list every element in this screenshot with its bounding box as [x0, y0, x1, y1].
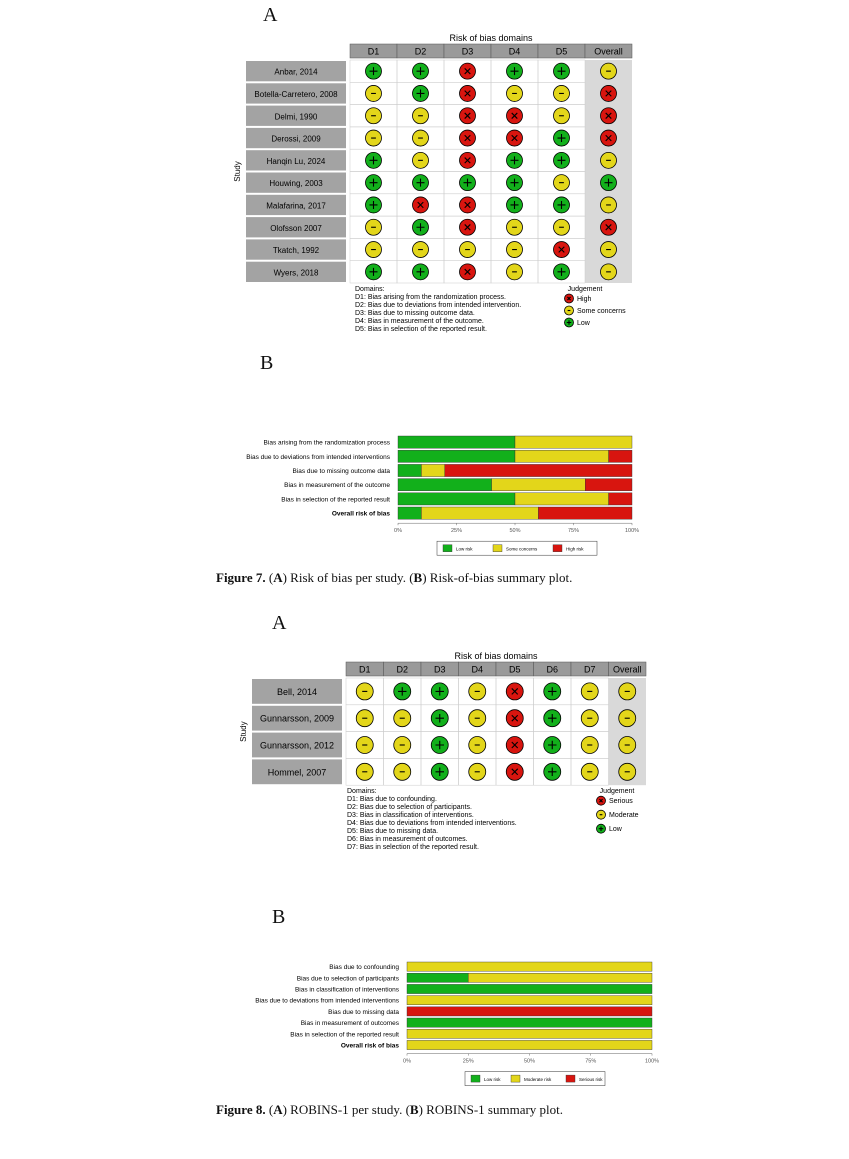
fig7-summary-plot: [205, 430, 655, 560]
judgement-some: [356, 737, 373, 754]
summary-bar-segment: [398, 436, 515, 448]
summary-row-label: Bias in measurement of outcomes: [300, 1020, 399, 1028]
study-name: Malafarina, 2017: [266, 201, 326, 211]
judgement-low: [413, 175, 429, 191]
summary-bar-segment: [398, 450, 515, 462]
judgement-title: Judgement: [567, 286, 603, 293]
judgement-low: [544, 683, 561, 700]
study-name: Wyers, 2018: [273, 268, 319, 278]
summary-row-label: Bias due to confounding: [329, 964, 399, 972]
summary-row-label: Bias arising from the randomization process: [263, 439, 390, 447]
judgement-some: [554, 85, 570, 101]
column-header-label: Overall: [594, 46, 623, 57]
legend-some: [597, 810, 606, 819]
judgement-some: [581, 737, 598, 754]
judgement-high: [506, 763, 523, 780]
judgement-some: [413, 130, 429, 146]
summary-bar-segment: [421, 464, 444, 476]
summary-row-label: Overall risk of bias: [340, 1042, 399, 1050]
study-name: Gunnarsson, 2012: [259, 740, 335, 751]
judgement-low: [554, 197, 570, 213]
column-header-label: D1: [358, 664, 371, 675]
judgement-low: [413, 63, 429, 79]
summary-bar-segment: [407, 1029, 652, 1038]
judgement-high: [507, 130, 523, 146]
judgement-some: [619, 763, 636, 780]
judgement-some: [507, 85, 523, 101]
study-name: Botella-Carretero, 2008: [254, 89, 338, 99]
judgement-low: [507, 197, 523, 213]
judgement-some: [366, 219, 382, 235]
fig8-summary-plot: [205, 958, 665, 1090]
judgement-some: [469, 710, 486, 727]
domains-title: Domains:: [347, 788, 377, 796]
judgement-label: Moderate: [609, 812, 639, 820]
judgement-label: High: [577, 296, 592, 303]
study-name: Derossi, 2009: [271, 134, 321, 144]
judgement-low: [413, 264, 429, 280]
summary-bar-segment: [515, 436, 632, 448]
summary-bar-segment: [445, 464, 632, 476]
judgement-label: Serious: [609, 798, 633, 806]
summary-bar-segment: [407, 1018, 652, 1027]
judgement-low: [366, 152, 382, 168]
judgement-low: [507, 63, 523, 79]
judgement-high: [460, 219, 476, 235]
judgement-low: [554, 264, 570, 280]
x-tick-label: 50%: [509, 528, 521, 535]
judgement-some: [601, 264, 617, 280]
judgement-some: [619, 737, 636, 754]
column-header-label: D4: [508, 46, 521, 57]
judgement-some: [413, 242, 429, 258]
domain-description: D4: Bias due to deviations from intended interventions.: [347, 820, 517, 828]
study-name: Delmi, 1990: [274, 112, 318, 122]
domain-description: D5: Bias due to missing data.: [347, 828, 439, 836]
judgement-some: [619, 710, 636, 727]
judgement-label: Low: [577, 320, 590, 327]
judgement-high: [601, 130, 617, 146]
judgement-low: [366, 197, 382, 213]
column-header-label: D6: [546, 664, 559, 675]
legend-label: High risk: [566, 546, 584, 552]
domain-description: D1: Bias due to confounding.: [347, 796, 437, 804]
summary-bar-segment: [407, 962, 652, 971]
fig8-panel-b-letter: B: [272, 906, 286, 928]
judgement-some: [601, 63, 617, 79]
legend-label: Moderate risk: [524, 1077, 552, 1083]
judgement-low: [544, 737, 561, 754]
judgement-low: [366, 63, 382, 79]
summary-row-label: Bias due to deviations from intended interventions: [246, 453, 390, 461]
summary-bar-segment: [407, 973, 468, 982]
summary-bar-segment: [492, 479, 586, 491]
summary-row-label: Bias due to missing outcome data: [292, 468, 390, 475]
fig8-panel-a-letter: A: [272, 612, 287, 634]
judgement-some: [394, 763, 411, 780]
legend-label: Low risk: [484, 1077, 501, 1083]
domains-title: Domains:: [355, 286, 385, 293]
domain-description: D2: Bias due to deviations from intended intervention.: [355, 302, 522, 309]
study-name: Gunnarsson, 2009: [259, 713, 335, 724]
judgement-high: [506, 737, 523, 754]
judgement-low: [554, 130, 570, 146]
column-header-label: D7: [583, 664, 596, 675]
judgement-high: [506, 683, 523, 700]
fig8-caption: Figure 8. (A) ROBINS-1 per study. (B) ROBINS-1 summary plot.: [216, 1102, 564, 1117]
study-axis-label: Study: [239, 721, 248, 742]
judgement-high: [460, 63, 476, 79]
legend-low: [565, 318, 574, 327]
judgement-high: [460, 85, 476, 101]
judgement-high: [460, 152, 476, 168]
judgement-high: [460, 108, 476, 124]
judgement-high: [460, 264, 476, 280]
summary-row-label: Bias due to missing data: [328, 1008, 399, 1016]
legend-swatch: [493, 545, 502, 552]
judgement-high: [460, 197, 476, 213]
summary-row-label: Bias in selection of the reported result: [290, 1031, 399, 1039]
judgement-label: Low: [609, 826, 622, 834]
fig7-caption: Figure 7. (A) Risk of bias per study. (B) Risk-of-bias summary plot.: [216, 570, 573, 585]
legend-swatch: [553, 545, 562, 552]
domain-description: D7: Bias in selection of the reported result.: [347, 844, 479, 852]
judgement-some: [366, 130, 382, 146]
judgement-some: [601, 242, 617, 258]
judgement-low: [460, 175, 476, 191]
fig7-panel-a-letter: A: [263, 4, 278, 26]
x-tick-label: 0%: [403, 1058, 411, 1065]
judgement-some: [394, 710, 411, 727]
column-header-label: D5: [555, 46, 568, 57]
judgement-low: [554, 63, 570, 79]
summary-bar-segment: [515, 493, 609, 505]
judgement-some: [356, 683, 373, 700]
legend-high: [597, 796, 606, 805]
summary-bar-segment: [407, 1007, 652, 1016]
summary-row-label: Bias in measurement of the outcome: [284, 482, 390, 490]
judgement-low: [366, 264, 382, 280]
judgement-some: [469, 763, 486, 780]
summary-bar-segment: [515, 450, 609, 462]
summary-bar-segment: [407, 996, 652, 1005]
x-tick-label: 0%: [394, 528, 402, 535]
study-axis-label: Study: [233, 161, 242, 182]
domain-description: D5: Bias in selection of the reported result.: [355, 326, 487, 333]
judgement-some: [469, 737, 486, 754]
judgement-some: [356, 763, 373, 780]
judgement-some: [601, 152, 617, 168]
judgement-some: [413, 108, 429, 124]
judgement-high: [460, 130, 476, 146]
judgement-label: Some concerns: [577, 308, 626, 315]
judgement-low: [507, 152, 523, 168]
judgement-high: [601, 219, 617, 235]
judgement-low: [413, 219, 429, 235]
judgement-some: [460, 242, 476, 258]
fig7-panel-b-letter: B: [260, 352, 274, 374]
column-header-label: D2: [414, 46, 427, 57]
domain-description: D2: Bias due to selection of participants.: [347, 804, 472, 812]
summary-bar-segment: [609, 450, 632, 462]
study-name: Anbar, 2014: [274, 67, 318, 77]
fig7-risk-of-bias-traffic-light: [225, 30, 645, 340]
domains-header: Risk of bias domains: [454, 651, 538, 661]
x-tick-label: 25%: [450, 528, 463, 535]
summary-row-label: Bias due to selection of participants: [296, 975, 399, 983]
legend-label: Some concerns: [506, 546, 538, 552]
column-header-label: Overall: [612, 664, 642, 675]
legend-swatch: [443, 545, 452, 552]
x-tick-label: 50%: [523, 1058, 536, 1065]
judgement-low: [544, 710, 561, 727]
x-tick-label: 100%: [624, 528, 640, 535]
summary-row-label: Bias in selection of the reported result: [281, 496, 390, 504]
legend-low: [597, 824, 606, 833]
column-header-label: D3: [461, 46, 474, 57]
judgement-title: Judgement: [599, 788, 635, 796]
summary-bar-segment: [398, 479, 492, 491]
judgement-some: [507, 219, 523, 235]
study-name: Olofsson 2007: [270, 223, 322, 233]
judgement-low: [366, 175, 382, 191]
judgement-high: [413, 197, 429, 213]
legend-label: Serious risk: [579, 1077, 603, 1083]
judgement-low: [431, 737, 448, 754]
domain-description: D1: Bias arising from the randomization process.: [355, 294, 506, 301]
summary-bar-segment: [538, 507, 632, 519]
column-header-label: D5: [508, 664, 521, 675]
summary-bar-segment: [407, 984, 652, 993]
judgement-some: [581, 683, 598, 700]
fig8-robins-traffic-light: [232, 646, 652, 868]
legend-label: Low risk: [456, 546, 473, 552]
domain-description: D3: Bias due to missing outcome data.: [355, 310, 475, 317]
judgement-low: [431, 683, 448, 700]
judgement-some: [356, 710, 373, 727]
judgement-some: [507, 264, 523, 280]
judgement-some: [507, 242, 523, 258]
legend-high: [565, 294, 574, 303]
judgement-some: [394, 737, 411, 754]
x-tick-label: 75%: [567, 528, 580, 535]
summary-row-label: Overall risk of bias: [331, 510, 390, 518]
legend-swatch: [471, 1075, 480, 1082]
summary-bar-segment: [609, 493, 632, 505]
judgement-high: [507, 108, 523, 124]
judgement-high: [554, 242, 570, 258]
judgement-low: [544, 763, 561, 780]
study-name: Bell, 2014: [276, 686, 318, 697]
legend-some: [565, 306, 574, 315]
judgement-some: [366, 108, 382, 124]
summary-bar-segment: [398, 507, 421, 519]
domain-description: D3: Bias in classification of interventions.: [347, 812, 474, 820]
judgement-low: [601, 175, 617, 191]
judgement-low: [413, 85, 429, 101]
summary-row-label: Bias due to deviations from intended interventions: [255, 997, 399, 1005]
judgement-some: [554, 108, 570, 124]
summary-bar-segment: [421, 507, 538, 519]
domains-header: Risk of bias domains: [449, 33, 533, 43]
summary-bar-segment: [398, 493, 515, 505]
judgement-low: [431, 763, 448, 780]
judgement-high: [601, 108, 617, 124]
legend-swatch: [566, 1075, 575, 1082]
study-name: Hanqin Lu, 2024: [266, 156, 326, 166]
summary-bar-segment: [398, 464, 421, 476]
column-header-label: D3: [433, 664, 446, 675]
summary-bar-segment: [468, 973, 652, 982]
judgement-some: [554, 175, 570, 191]
study-name: Tkatch, 1992: [272, 246, 320, 256]
legend-swatch: [511, 1075, 520, 1082]
judgement-high: [506, 710, 523, 727]
judgement-some: [581, 710, 598, 727]
judgement-high: [601, 85, 617, 101]
judgement-low: [431, 710, 448, 727]
judgement-low: [507, 175, 523, 191]
column-header-label: D2: [396, 664, 409, 675]
judgement-some: [413, 152, 429, 168]
study-name: Hommel, 2007: [267, 767, 327, 778]
column-header-label: D4: [471, 664, 484, 675]
judgement-some: [469, 683, 486, 700]
study-name: Houwing, 2003: [269, 179, 323, 189]
summary-row-label: Bias in classification of interventions: [294, 986, 399, 994]
judgement-some: [601, 197, 617, 213]
judgement-some: [554, 219, 570, 235]
summary-bar-segment: [585, 479, 632, 491]
x-tick-label: 75%: [585, 1058, 597, 1065]
judgement-some: [366, 85, 382, 101]
judgement-some: [619, 683, 636, 700]
domain-description: D6: Bias in measurement of outcomes.: [347, 836, 468, 844]
x-tick-label: 25%: [462, 1058, 474, 1065]
summary-bar-segment: [407, 1040, 652, 1049]
column-header-label: D1: [367, 46, 380, 57]
domain-description: D4: Bias in measurement of the outcome.: [355, 318, 484, 325]
judgement-low: [394, 683, 411, 700]
judgement-some: [366, 242, 382, 258]
x-tick-label: 100%: [644, 1058, 660, 1065]
judgement-some: [581, 763, 598, 780]
judgement-low: [554, 152, 570, 168]
